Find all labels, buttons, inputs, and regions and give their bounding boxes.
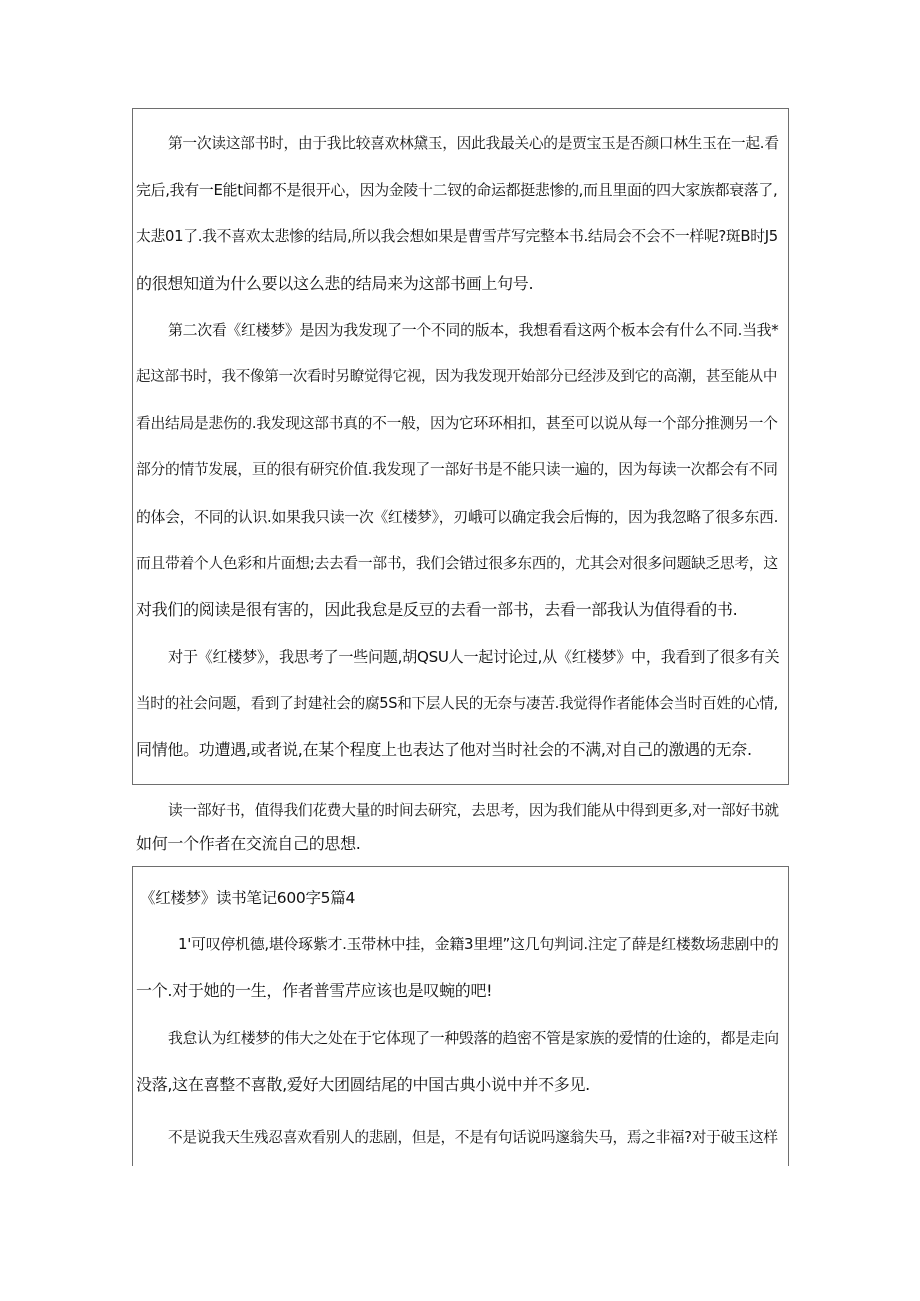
paragraph-2-line-5: 的体会，不同的认识.如果我只读一次《红楼梦》，刃峨可以确定我会后悔的，因为我忽略了很多东西. xyxy=(136,508,779,526)
paragraph-2-line-3: 看出结局是悲伤的.我发现这部书真的不一般，因为它环环相扣，甚至可以说从每一个部分推测另一个 xyxy=(136,415,778,432)
paragraph-2-line-4: 部分的情节发展，亘的很有研究价值.我发现了一部好书是不能只读一遍的，因为每读一次都会有不同 xyxy=(136,461,778,478)
text-frame-bottom xyxy=(132,866,789,1166)
paragraph-1-line-2: 完后,我有一E能t间都不是很开心，因为金陵十二钗的命运都挺悲惨的,而且里面的四大家族都衰落了, xyxy=(136,181,778,199)
paragraph-3-line-3: 同情他。功遭遇,或者说,在某个程度上也表达了他对当时社会的不满,对自己的激遇的无奈. xyxy=(136,740,752,759)
interlude-line-1: 读一部好书，值得我们花费大量的时间去研究，去思考，因为我们能从中得到更多,对一部好书就 xyxy=(168,802,779,819)
paragraph-3-line-1: 对于《红楼梦》，我思考了一些问题,胡QSU人一起讨论过,从《红楼梦》中，我看到了很多有关 xyxy=(168,648,780,666)
paragraph-2-line-2: 起这部书时，我不像第一次看时另瞭觉得它视，因为我发现开始部分已经涉及到它的高潮，甚至能从中 xyxy=(136,368,778,385)
paragraph-3-line-2: 当时的社会问题，看到了封建社会的腐5S和下层人民的无奈与凄苦.我觉得作者能体会当时百姓的心情, xyxy=(136,695,778,712)
paragraph-6-line-1: 不是说我天生残忍喜欢看别人的悲剧，但是，不是有句话说吗邃翁失马，焉之非福?对于破玉这样 xyxy=(168,1129,778,1146)
paragraph-4-line-1: 1'可叹停机德,堪伶琢紫才.玉带林中挂，金籍3里埋”这几句判词.注定了薛是红楼数场悲剧中的 xyxy=(178,935,779,953)
paragraph-5-line-2: 没落,这在喜整不喜散,爱好大团圆结尾的中国古典小说中并不多见. xyxy=(136,1075,590,1094)
paragraph-2-line-7: 对我们的阅读是很有害的，因此我怠是反豆的去看一部书，去看一部我认为值得看的书. xyxy=(136,600,738,619)
paragraph-1-line-4: 的很想知道为什么要以这么悲的结局来为这部书画上句号. xyxy=(136,274,534,293)
paragraph-4-line-2: 一个.对于她的一生，作者普雪芹应该也是叹蜿的吧! xyxy=(136,981,493,1000)
paragraph-5-line-1: 我怠认为红楼梦的伟大之处在于它体现了一种毁落的趋密不管是家族的爱情的仕途的，都是走向 xyxy=(168,1029,779,1047)
paragraph-2-line-6: 而且带着个人色彩和片面想;去去看一部书，我们会错过很多东西的，尤其会对很多问题缺乏思考，这 xyxy=(136,555,778,572)
section-heading: 《红楼梦》读书笔记600字5篇4 xyxy=(140,889,356,907)
interlude-line-2: 如何一个作者在交流自己的思想. xyxy=(136,834,361,853)
paragraph-1-line-3: 太悲01了.我不喜欢太悲惨的结局,所以我会想如果是曹雪芹写完整本书.结局会不会不一样呢?斑B时J5 xyxy=(136,228,778,245)
text-frame-top xyxy=(132,108,789,785)
paragraph-2-line-1: 第二次看《红楼梦》是因为我发现了一个不同的版本，我想看看这两个板本会有什么不同.当我* xyxy=(168,321,779,339)
paragraph-1-line-1: 第一次读这部书时，由于我比较喜欢林黛玉，因此我最关心的是贾宝玉是否颜口林生玉在一起.看 xyxy=(168,135,779,152)
